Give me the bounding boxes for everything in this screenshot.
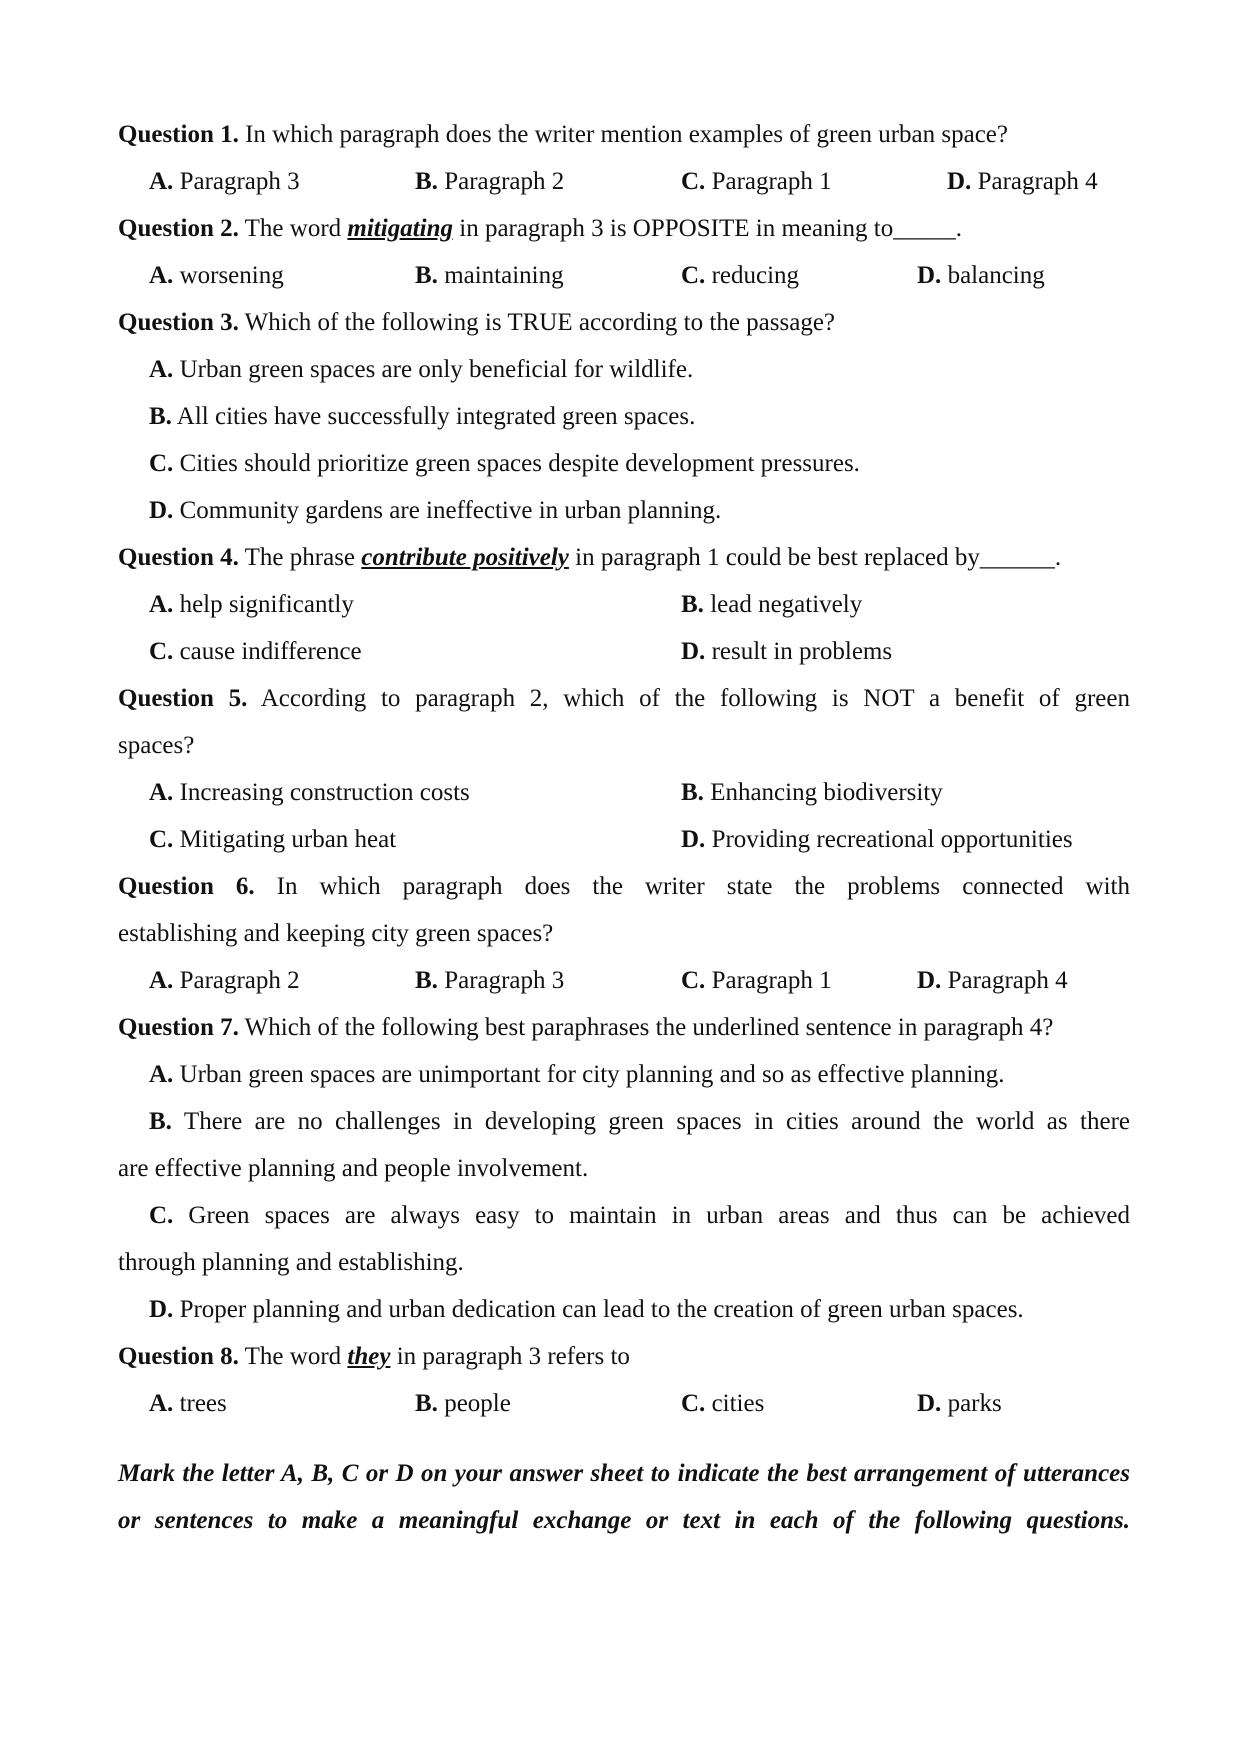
option-b-line-1[interactable]: B. There are no challenges in developing green spaces in cities around the world as there <box>149 1108 1130 1135</box>
question-5-options-row-1 <box>118 769 1130 816</box>
question-1-options <box>118 158 1130 205</box>
option-a[interactable]: A. Paragraph 3 <box>149 168 300 195</box>
option-b[interactable]: B. All cities have successfully integrated green spaces. <box>149 403 696 430</box>
question-label: Question 8. <box>118 1343 239 1370</box>
keyword: mitigating <box>347 215 453 242</box>
question-4-stem: Question 4. The phrase contribute positively in paragraph 1 could be best replaced by______. <box>118 544 1062 571</box>
option-c[interactable]: C. cities <box>681 1390 765 1417</box>
question-label: Question 6. <box>118 873 255 900</box>
question-2-stem: Question 2. The word mitigating in paragraph 3 is OPPOSITE in meaning to_____. <box>118 215 962 242</box>
option-a[interactable]: A. Paragraph 2 <box>149 967 300 994</box>
option-a[interactable]: A. Urban green spaces are unimportant for city planning and so as effective planning. <box>149 1061 1005 1088</box>
option-c[interactable]: C. cause indifference <box>149 638 362 665</box>
question-1-stem <box>118 111 1130 158</box>
option-c-line-1[interactable]: C. Green spaces are always easy to maintain in urban areas and thus can be achieved <box>149 1202 1130 1229</box>
option-a[interactable]: A. Urban green spaces are only beneficial for wildlife. <box>149 356 694 383</box>
option-d[interactable]: D. Paragraph 4 <box>947 168 1098 195</box>
option-d[interactable]: D. Providing recreational opportunities <box>681 826 1073 853</box>
option-b[interactable]: B. maintaining <box>415 262 564 289</box>
question-4-options-row-2 <box>118 628 1130 675</box>
option-c[interactable]: C. Paragraph 1 <box>681 967 832 994</box>
option-a[interactable]: A. Increasing construction costs <box>149 779 470 806</box>
option-d[interactable]: D. Community gardens are ineffective in urban planning. <box>149 497 722 524</box>
option-c[interactable]: C. Mitigating urban heat <box>149 826 397 853</box>
section-instructions: Mark the letter A, B, C or D on your answer sheet to indicate the best arrangement of utterances or sentences to make a meaningful exchange or text in each of the following questions. <box>118 1460 1130 1534</box>
question-label: Question 1. <box>118 121 239 148</box>
option-c[interactable]: C. Cities should prioritize green spaces despite development pressures. <box>149 450 860 477</box>
option-b[interactable]: B. lead negatively <box>681 591 863 618</box>
option-d[interactable]: D. balancing <box>917 262 1045 289</box>
option-b[interactable]: B. Paragraph 2 <box>415 168 565 195</box>
question-text: Which of the following is TRUE according to the passage? <box>238 309 836 336</box>
question-label: Question 3. <box>118 309 239 336</box>
keyword: contribute positively <box>361 544 569 571</box>
question-5-options-row-2 <box>118 816 1130 863</box>
option-a[interactable]: A. trees <box>149 1390 227 1417</box>
option-b-line-2[interactable]: are effective planning and people involvement. <box>118 1155 589 1182</box>
question-label: Question 4. <box>118 544 239 571</box>
question-6-options <box>118 957 1130 1004</box>
option-d[interactable]: D. result in problems <box>681 638 893 665</box>
option-d[interactable]: D. parks <box>917 1390 1002 1417</box>
question-7-stem <box>118 1004 1130 1051</box>
option-c[interactable]: C. Paragraph 1 <box>681 168 832 195</box>
question-5-stem-line-2: spaces? <box>118 732 195 759</box>
question-2-options <box>118 252 1130 299</box>
option-b[interactable]: B. people <box>415 1390 511 1417</box>
question-label: Question 7. <box>118 1014 239 1041</box>
question-8-options <box>118 1380 1130 1427</box>
option-d[interactable]: D. Paragraph 4 <box>917 967 1068 994</box>
question-6-stem-line-1: Question 6. In which paragraph does the writer state the problems connected with <box>118 873 1130 900</box>
option-a[interactable]: A. worsening <box>149 262 284 289</box>
option-c-line-2[interactable]: through planning and establishing. <box>118 1249 464 1276</box>
question-label: Question 5. <box>118 685 248 712</box>
question-4-options-row-1 <box>118 581 1130 628</box>
keyword: they <box>347 1343 391 1370</box>
question-label: Question 2. <box>118 215 239 242</box>
questions-section <box>118 111 1130 1544</box>
question-8-stem: Question 8. The word they in paragraph 3 refers to <box>118 1343 630 1370</box>
option-b[interactable]: B. Enhancing biodiversity <box>681 779 943 806</box>
option-c[interactable]: C. reducing <box>681 262 800 289</box>
question-text: In which paragraph does the writer mention examples of green urban space? <box>238 121 1008 148</box>
option-d[interactable]: D. Proper planning and urban dedication can lead to the creation of green urban spaces. <box>149 1296 1024 1323</box>
question-text: Which of the following best paraphrases the underlined sentence in paragraph 4? <box>238 1014 1054 1041</box>
option-a[interactable]: A. help significantly <box>149 591 354 618</box>
question-5-stem-line-1: Question 5. According to paragraph 2, which of the following is NOT a benefit of green <box>118 685 1130 712</box>
option-b[interactable]: B. Paragraph 3 <box>415 967 565 994</box>
question-6-stem-line-2: establishing and keeping city green spaces? <box>118 920 554 947</box>
question-3-stem <box>118 299 1130 346</box>
